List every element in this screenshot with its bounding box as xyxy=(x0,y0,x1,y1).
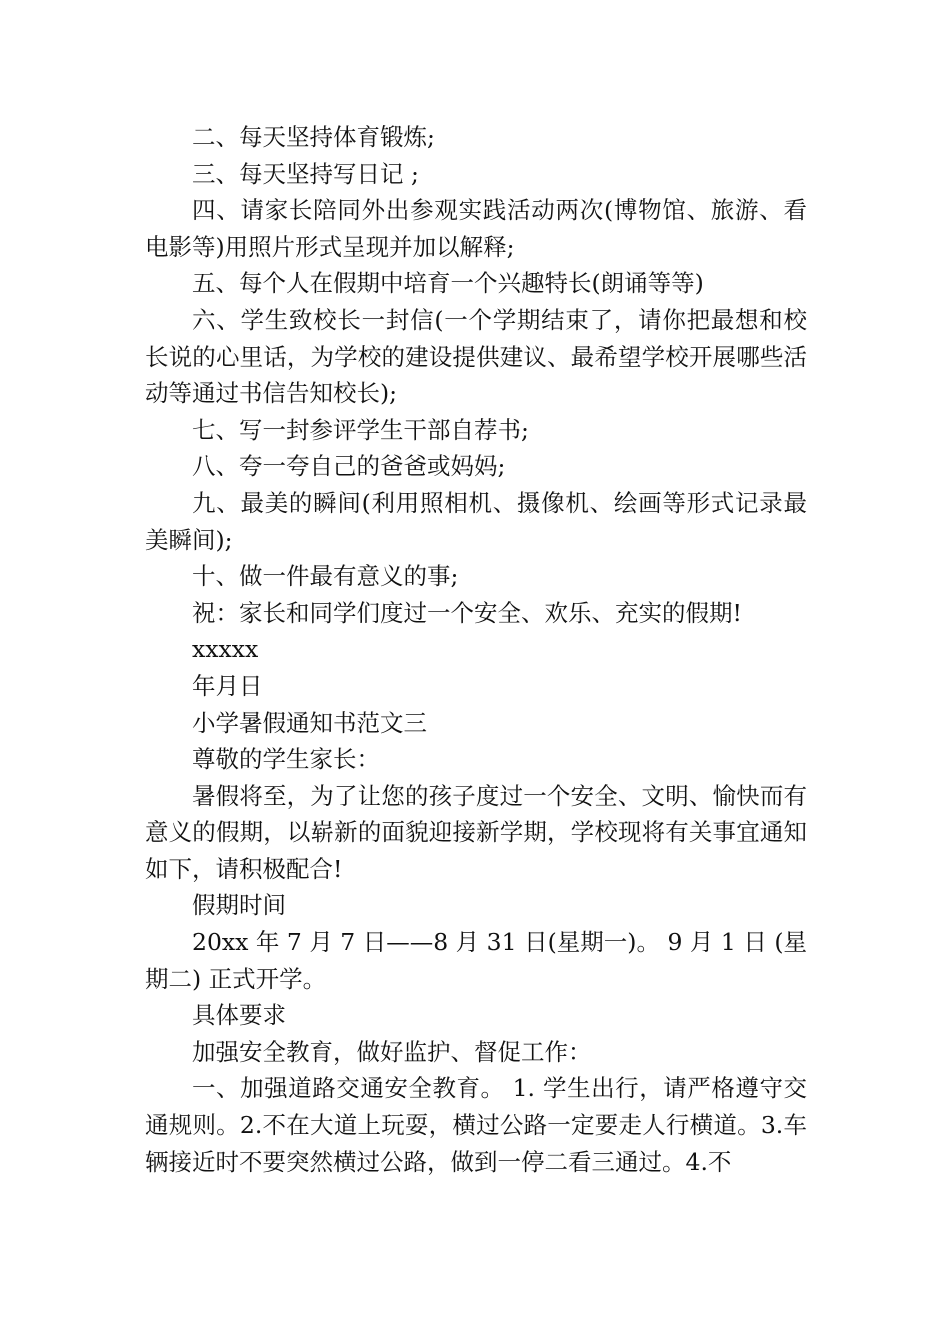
holiday-dates: 20xx 年 7 月 7 日——8 月 31 日(星期一)。 9 月 1 日 (星期二) 正式开学。 xyxy=(145,928,807,993)
document-page xyxy=(145,119,807,1180)
date-placeholder: 年月日 xyxy=(192,671,263,700)
intro-paragraph: 暑假将至，为了让您的孩子度过一个安全、文明、愉快而有意义的假期，以崭新的面貌迎接新学期，学校现将有关事宜通知如下，请积极配合! xyxy=(145,781,807,883)
paragraph-item-2: 二、每天坚持体育锻炼; xyxy=(192,123,435,151)
paragraph-item-4: 四、请家长陪同外出参观实践活动两次(博物馆、旅游、看电影等)用照片形式呈现并加以解释; xyxy=(145,196,807,261)
heading-requirements: 具体要求 xyxy=(192,1001,286,1030)
salutation: 尊敬的学生家长： xyxy=(192,745,380,774)
closing-wish: 祝：家长和同学们度过一个安全、欢乐、充实的假期! xyxy=(192,598,742,627)
paragraph-item-6: 六、学生致校长一封信(一个学期结束了，请你把最想和校长说的心里话，为学校的建设提供建议、最希望学校开展哪些活动等通过书信告知校长); xyxy=(145,305,807,408)
paragraph-item-5: 五、每个人在假期中培育一个兴趣特长(朗诵等等) xyxy=(192,269,704,298)
paragraph-item-8: 八、夸一夸自己的爸爸或妈妈; xyxy=(192,452,506,481)
paragraph-item-9: 九、最美的瞬间(利用照相机、摄像机、绘画等形式记录最美瞬间); xyxy=(145,488,807,554)
safety-intro: 加强安全教育，做好监护、督促工作： xyxy=(192,1037,592,1066)
paragraph-item-7: 七、写一封参评学生干部自荐书; xyxy=(192,415,529,444)
paragraph-item-10: 十、做一件最有意义的事; xyxy=(192,562,459,591)
traffic-safety-paragraph: 一、加强道路交通安全教育。 1. 学生出行，请严格遵守交通规则。2.不在大道上玩耍，横过公路一定要走人行横道。3.车辆接近时不要突然横过公路，做到一停二看三通过。4.不 xyxy=(145,1074,807,1176)
heading-holiday-time: 假期时间 xyxy=(192,891,286,920)
section-title: 小学暑假通知书范文三 xyxy=(192,708,427,737)
paragraph-item-3: 三、每天坚持写日记 ; xyxy=(192,159,419,188)
signature-placeholder: xxxxx xyxy=(192,635,259,664)
